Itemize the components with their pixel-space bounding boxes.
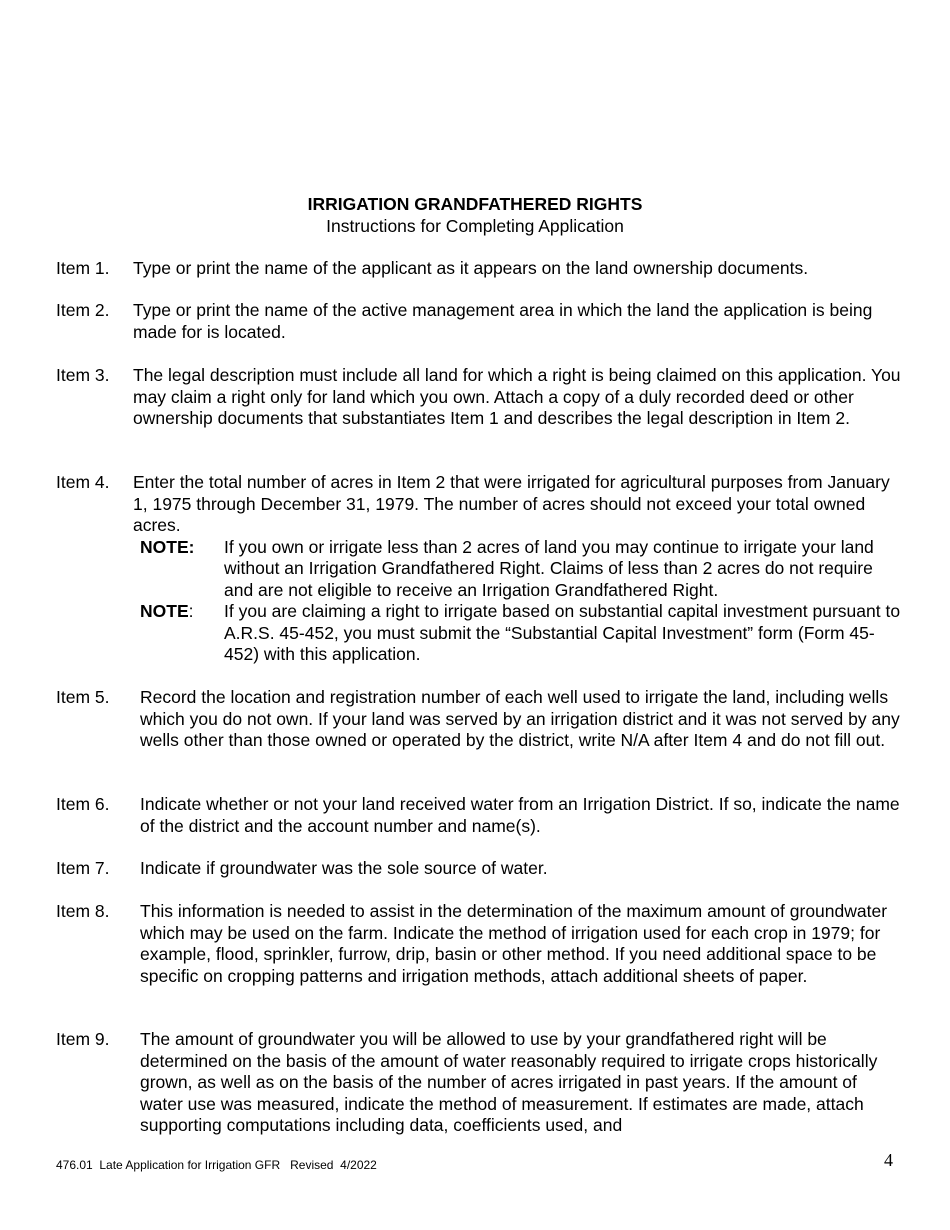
item-text: Record the location and registration number of each well used to irrigate the land, including wells which you do not own. If your land was served by an irrigation district and it was not served by any wells other than those owned or operated by the district, write N/A after Item 4 and do not fill out. xyxy=(140,687,900,750)
item-label: Item 2. xyxy=(56,300,110,320)
note-small-acreage xyxy=(140,537,901,602)
note-label: NOTE: xyxy=(140,536,195,557)
item-label: Item 9. xyxy=(56,1029,110,1049)
instruction-item-1 xyxy=(56,258,901,280)
item-text: Type or print the name of the applicant as it appears on the land ownership documents. xyxy=(133,258,809,278)
page-number: 4 xyxy=(884,1150,893,1170)
instruction-item-8 xyxy=(56,901,901,987)
item-label: Item 4. xyxy=(56,472,110,492)
document-subtitle: Instructions for Completing Application xyxy=(326,216,624,236)
instruction-item-7 xyxy=(56,858,901,880)
item-text: Indicate whether or not your land received water from an Irrigation District. If so, indicate the name of the district and the account number and name(s). xyxy=(140,794,900,836)
form-footer: 476.01 Late Application for Irrigation GFR Revised 4/2022 xyxy=(56,1158,377,1172)
item-text: Indicate if groundwater was the sole source of water. xyxy=(140,858,548,878)
item-label: Item 6. xyxy=(56,794,110,814)
note-capital-investment xyxy=(140,601,901,666)
item-text: This information is needed to assist in the determination of the maximum amount of groundwater which may be used on the farm. Indicate the method of irrigation used for each crop in 1979; for example, flood, sprinkler, furrow, drip, basin or other method. If you need additional space to be specific on cropping patterns and irrigation methods, attach additional sheets of paper. xyxy=(140,901,888,986)
instruction-item-4 xyxy=(56,472,901,666)
instruction-item-3 xyxy=(56,365,901,430)
document-header xyxy=(0,193,950,237)
note-text: If you own or irrigate less than 2 acres of land you may continue to irrigate your land without an Irrigation Grandfathered Right. Claims of less than 2 acres do not require and are not eligible to receive an Irrigation Grandfathered Right. xyxy=(224,536,874,600)
note-label: NOTE: xyxy=(140,601,194,621)
item-text: Type or print the name of the active management area in which the land the application is being made for is located. xyxy=(133,300,873,342)
item-text: The amount of groundwater you will be allowed to use by your grandfathered right will be determined on the basis of the amount of water reasonably required to irrigate crops historically grown, as well as on the basis of the number of acres irrigated in past years. If the amount of water use was measured, indicate the method of measurement. If estimates are made, attach supporting computations including data, coefficients used, and xyxy=(140,1029,878,1135)
instruction-item-9 xyxy=(56,1029,901,1137)
item-label: Item 7. xyxy=(56,858,110,878)
note-text: If you are claiming a right to irrigate based on substantial capital investment pursuant to A.R.S. 45-452, you must submit the “Substantial Capital Investment” form (Form 45-452) with this application. xyxy=(224,601,901,664)
instruction-item-6 xyxy=(56,794,901,837)
item-text: Enter the total number of acres in Item 2 that were irrigated for agricultural purposes from January 1, 1975 through December 31, 1979. The number of acres should not exceed your total owned acres. xyxy=(133,472,890,535)
item-label: Item 3. xyxy=(56,365,110,385)
item-label: Item 8. xyxy=(56,901,110,921)
instruction-item-2 xyxy=(56,300,901,343)
item-label: Item 5. xyxy=(56,687,110,707)
item-text: The legal description must include all land for which a right is being claimed on this application. You may claim a right only for land which you own. Attach a copy of a duly recorded deed or other ownership documents that substantiates Item 1 and describes the legal description in Item 2. xyxy=(133,365,901,428)
item-label: Item 1. xyxy=(56,258,110,278)
document-title: IRRIGATION GRANDFATHERED RIGHTS xyxy=(307,194,643,214)
instruction-item-5 xyxy=(56,687,901,752)
